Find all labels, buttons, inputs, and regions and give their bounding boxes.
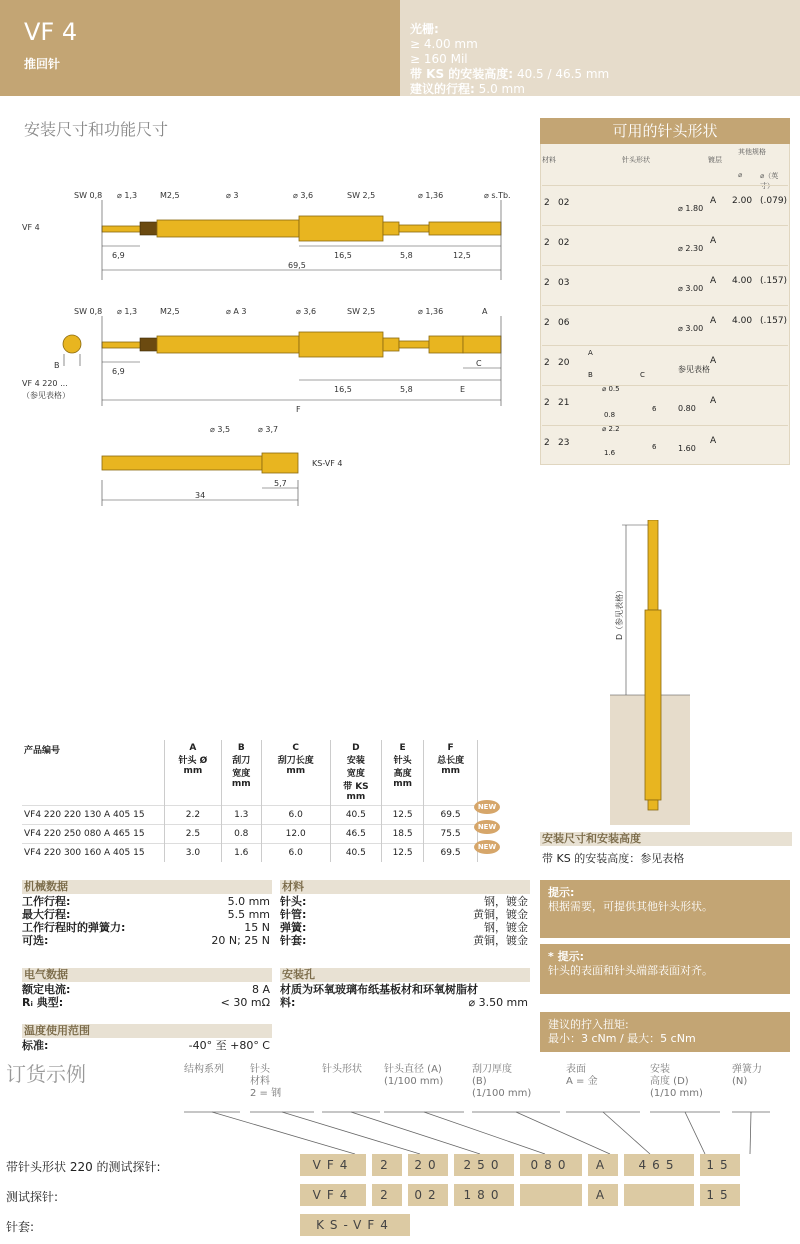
col-header-f: F 总长度 mm <box>424 740 478 806</box>
svg-text:⌀ 3,5: ⌀ 3,5 <box>210 425 231 434</box>
tip-row <box>542 425 788 466</box>
data-key: 针头: <box>280 895 307 908</box>
table-row <box>22 806 478 825</box>
table-cell: 40.5 <box>330 844 381 863</box>
svg-text:⌀ s.Tb.: ⌀ s.Tb. <box>484 191 511 200</box>
data-key: 针管: <box>280 908 307 921</box>
ordering-code-box: 2 <box>372 1184 402 1206</box>
table-cell: 40.5 <box>330 806 381 825</box>
tip-row <box>542 185 788 226</box>
tip-material: 2 <box>544 438 550 448</box>
ordering-label: 结构系列 <box>184 1064 224 1075</box>
table-cell: VF4 220 220 130 A 405 15 <box>22 806 165 825</box>
ordering-row-label: 测试探针: <box>6 1190 59 1204</box>
svg-text:M2,5: M2,5 <box>160 191 180 200</box>
spec-line: 建议的行程: 5.0 mm <box>410 82 525 96</box>
svg-text:KS-VF 4: KS-VF 4 <box>312 459 343 468</box>
data-value: 5.5 mm <box>227 908 270 921</box>
ordering-code-box: VF4 <box>300 1184 366 1206</box>
tip-shapes-title: 可用的针头形状 <box>540 118 790 144</box>
data-row <box>280 934 528 947</box>
data-row <box>22 996 270 1009</box>
svg-text:69,5: 69,5 <box>288 261 306 270</box>
data-key: 额定电流: <box>22 983 71 996</box>
table-cell: 1.3 <box>221 806 261 825</box>
tip-dim-label: 6 <box>652 405 657 413</box>
svg-text:5,8: 5,8 <box>400 385 413 394</box>
table-cell: 3.0 <box>165 844 222 863</box>
tip-plating: A <box>710 236 717 246</box>
table-cell: 0.8 <box>221 825 261 844</box>
tip-spec-mm: 2.00 <box>732 196 753 206</box>
install-height-text: 带 KS 的安装高度：参见表格 <box>542 852 685 865</box>
tip-plating: A <box>710 276 717 286</box>
new-badge: NEW <box>474 800 500 814</box>
tip-code: 03 <box>558 278 570 288</box>
tip-diameter: 0.80 <box>678 404 696 413</box>
spec-line: 光栅: <box>410 22 439 36</box>
svg-text:SW 0,8: SW 0,8 <box>74 307 103 316</box>
ordering-code-box: 080 <box>520 1154 582 1176</box>
col-header-a: A 针头 Ø mm <box>165 740 222 806</box>
table-cell: VF4 220 300 160 A 405 15 <box>22 844 165 863</box>
data-row <box>22 983 270 996</box>
svg-text:16,5: 16,5 <box>334 251 352 260</box>
tip-dim-label: ⌀ 2.2 <box>602 425 620 433</box>
tip-spec-inch: (.079) <box>760 196 788 206</box>
table-cell: 12.5 <box>382 806 424 825</box>
ordering-code-box: VF4 <box>300 1154 366 1176</box>
ordering-label: 针头 材料 2 = 钢 <box>250 1064 282 1099</box>
table-cell: 12.5 <box>382 844 424 863</box>
technical-drawings <box>0 140 530 520</box>
tip-code: 20 <box>558 358 570 368</box>
tip-diameter: 参见表格 <box>678 365 710 374</box>
new-badge: NEW <box>474 820 500 834</box>
data-key: 可选: <box>22 934 49 947</box>
svg-text:A: A <box>482 307 488 316</box>
data-value: 黄铜，镀金 <box>473 934 528 947</box>
torque-panel: 建议的拧入扭矩: 最小：3 cNm / 最大：5 cNm <box>540 1012 790 1052</box>
svg-text:5,7: 5,7 <box>274 479 287 488</box>
header-left-panel <box>0 0 400 96</box>
svg-text:⌀ 3: ⌀ 3 <box>226 191 239 200</box>
svg-text:⌀ 3,6: ⌀ 3,6 <box>296 307 317 316</box>
tip-row <box>542 385 788 426</box>
svg-text:SW 2,5: SW 2,5 <box>347 191 376 200</box>
spec-line: ≥ 160 Mil <box>410 52 468 66</box>
install-height-title: 安装尺寸和安装高度 <box>540 832 792 846</box>
svg-text:⌀ 1,36: ⌀ 1,36 <box>418 307 444 316</box>
svg-text:12,5: 12,5 <box>453 251 471 260</box>
tip-material: 2 <box>544 278 550 288</box>
mounting-hole-data: 材质为环氧玻璃布纸基板材和环氧树脂材 料: ⌀ 3.50 mm <box>280 983 528 1009</box>
svg-text:34: 34 <box>195 491 206 500</box>
table-cell: 6.0 <box>261 844 330 863</box>
tip-diameter: ⌀ 3.00 <box>678 324 704 333</box>
svg-text:⌀ 3,6: ⌀ 3,6 <box>293 191 314 200</box>
tip-dim-label: ⌀ 0.5 <box>602 385 620 393</box>
mounting-hole-title: 安装孔 <box>280 968 530 982</box>
ordering-code-box: A <box>588 1184 618 1206</box>
table-cell: 12.0 <box>261 825 330 844</box>
hint2-panel: * 提示: 针头的表面和针头端部表面对齐。 <box>540 944 790 994</box>
mechanical-data <box>22 895 270 947</box>
ordering-row-label: 针套: <box>6 1220 35 1234</box>
data-row <box>22 908 270 921</box>
svg-text:E: E <box>460 385 466 394</box>
col-header-d: D 安装 宽度 带 KS mm <box>330 740 381 806</box>
ordering-connector-lines <box>0 1108 800 1158</box>
table-cell: 69.5 <box>424 806 478 825</box>
ordering-code-box: KS-VF4 <box>300 1214 410 1236</box>
tip-spec-mm: 4.00 <box>732 316 753 326</box>
table-row <box>22 844 478 863</box>
data-value: 钢，镀金 <box>484 895 528 908</box>
data-key: 工作行程时的弹簧力: <box>22 921 126 934</box>
new-badge: NEW <box>474 840 500 854</box>
data-row <box>22 895 270 908</box>
tip-diameter: ⌀ 3.00 <box>678 284 704 293</box>
table-cell: 46.5 <box>330 825 381 844</box>
mechanical-title: 机械数据 <box>22 880 272 894</box>
drawing-ks-vf4 <box>102 425 342 506</box>
data-value: 黄铜，镀金 <box>473 908 528 921</box>
temperature-data: 标准: -40° 至 +80° C <box>22 1039 270 1052</box>
data-key: 工作行程: <box>22 895 71 908</box>
ordering-label: 针头形状 <box>322 1064 362 1075</box>
svg-text:SW 2,5: SW 2,5 <box>347 307 376 316</box>
header-specs <box>410 22 609 97</box>
svg-text:F: F <box>296 405 301 414</box>
svg-text:⌀ 3,7: ⌀ 3,7 <box>258 425 279 434</box>
ordering-label: 刮刀厚度 (B) (1/100 mm) <box>472 1064 532 1099</box>
svg-text:6,9: 6,9 <box>112 367 125 376</box>
svg-text:B: B <box>54 361 60 370</box>
data-row <box>280 908 528 921</box>
ordering-code-box: 15 <box>700 1154 740 1176</box>
tip-dim-label: C <box>640 371 645 379</box>
ordering-code-box: 465 <box>624 1154 694 1176</box>
ordering-code-box <box>624 1184 694 1206</box>
data-row <box>280 921 528 934</box>
tip-code: 02 <box>558 238 570 248</box>
ordering-code-box: 250 <box>454 1154 514 1176</box>
table-cell: 1.6 <box>221 844 261 863</box>
tip-spec-inch: (.157) <box>760 276 788 286</box>
table-cell: 2.5 <box>165 825 222 844</box>
svg-text:6,9: 6,9 <box>112 251 125 260</box>
ordering-code-box: 180 <box>454 1184 514 1206</box>
tip-material: 2 <box>544 198 550 208</box>
page-subtitle: 推回针 <box>24 57 61 71</box>
tip-diameter: 1.60 <box>678 444 696 453</box>
data-row <box>22 921 270 934</box>
tip-material: 2 <box>544 398 550 408</box>
tip-material: 2 <box>544 318 550 328</box>
tip-row <box>542 345 788 386</box>
electrical-data <box>22 983 270 1009</box>
data-key: 针套: <box>280 934 307 947</box>
svg-text:SW 0,8: SW 0,8 <box>74 191 103 200</box>
ordering-row-label: 带针头形状 220 的测试探针: <box>6 1160 161 1174</box>
hint-panel: 提示: 根据需要，可提供其他针头形状。 <box>540 880 790 938</box>
col-header-product: 产品编号 <box>22 740 165 806</box>
table-cell: 75.5 <box>424 825 478 844</box>
data-value: 5.0 mm <box>227 895 270 908</box>
tip-plating: A <box>710 356 717 366</box>
materials-data <box>280 895 528 947</box>
table-cell: 18.5 <box>382 825 424 844</box>
ordering-code-box: 20 <box>408 1154 448 1176</box>
data-key: Rᵢ 典型: <box>22 996 64 1009</box>
ordering-label: 表面 A = 金 <box>566 1064 598 1087</box>
tip-diameter: ⌀ 2.30 <box>678 244 704 253</box>
spec-line: ≥ 4.00 mm <box>410 37 478 51</box>
tip-material: 2 <box>544 238 550 248</box>
ordering-code-box: 02 <box>408 1184 448 1206</box>
temperature-title: 温度使用范围 <box>22 1024 272 1038</box>
ordering-code-box: 15 <box>700 1184 740 1206</box>
data-row <box>22 934 270 947</box>
ordering-code-box: A <box>588 1154 618 1176</box>
drawing-section-title: 安装尺寸和功能尺寸 <box>24 120 169 139</box>
svg-text:⌀ 1,3: ⌀ 1,3 <box>117 307 138 316</box>
data-value: 20 N; 25 N <box>211 934 270 947</box>
tip-plating: A <box>710 316 717 326</box>
data-key: 最大行程: <box>22 908 71 921</box>
tip-spec-mm: 4.00 <box>732 276 753 286</box>
electrical-title: 电气数据 <box>22 968 272 982</box>
ordering-label: 弹簧力 (N) <box>732 1064 762 1087</box>
svg-text:VF 4: VF 4 <box>22 223 40 232</box>
tip-code: 06 <box>558 318 570 328</box>
data-key: 弹簧: <box>280 921 307 934</box>
drawing-vf4 <box>22 191 511 280</box>
ordering-code-box: 2 <box>372 1154 402 1176</box>
materials-title: 材料 <box>280 880 530 894</box>
tip-plating: A <box>710 436 717 446</box>
svg-text:D（参见表格）: D（参见表格） <box>615 585 624 640</box>
tip-row <box>542 265 788 306</box>
tip-row <box>542 225 788 266</box>
data-value: < 30 mΩ <box>220 996 270 1009</box>
drawing-mounted-pin <box>600 520 700 830</box>
spec-line: 带 KS 的安装高度: 40.5 / 46.5 mm <box>410 67 610 81</box>
svg-text:C: C <box>476 359 482 368</box>
col-header-e: E 针头 高度 mm <box>382 740 424 806</box>
tip-code: 21 <box>558 398 570 408</box>
table-cell: 69.5 <box>424 844 478 863</box>
tip-row <box>542 305 788 346</box>
tip-code: 23 <box>558 438 570 448</box>
tip-dim-label: A <box>588 349 593 357</box>
svg-text:5,8: 5,8 <box>400 251 413 260</box>
svg-text:VF 4 220 ...: VF 4 220 ... <box>22 379 68 388</box>
tip-dim-label: B <box>588 371 593 379</box>
table-cell: 2.2 <box>165 806 222 825</box>
col-header-c: C 刮刀长度 mm <box>261 740 330 806</box>
ordering-code-box <box>520 1184 582 1206</box>
product-table <box>22 740 478 862</box>
tip-material: 2 <box>544 358 550 368</box>
data-value: 15 N <box>244 921 270 934</box>
svg-text:16,5: 16,5 <box>334 385 352 394</box>
table-cell: VF4 220 250 080 A 465 15 <box>22 825 165 844</box>
drawing-vf4-220 <box>22 307 501 414</box>
tip-spec-inch: (.157) <box>760 316 788 326</box>
tip-dim-label: 1.6 <box>604 449 616 457</box>
table-row <box>22 825 478 844</box>
svg-text:⌀ A 3: ⌀ A 3 <box>226 307 247 316</box>
tip-code: 02 <box>558 198 570 208</box>
col-header-b: B 刮刀 宽度 mm <box>221 740 261 806</box>
table-cell: 6.0 <box>261 806 330 825</box>
data-row <box>280 895 528 908</box>
ordering-title: 订货示例 <box>6 1062 86 1086</box>
svg-text:⌀ 1,3: ⌀ 1,3 <box>117 191 138 200</box>
tip-plating: A <box>710 396 717 406</box>
svg-text:M2,5: M2,5 <box>160 307 180 316</box>
tip-dim-label: 6 <box>652 443 657 451</box>
tip-plating: A <box>710 196 717 206</box>
svg-text:⌀ 1,36: ⌀ 1,36 <box>418 191 444 200</box>
ordering-label: 安装 高度 (D) (1/10 mm) <box>650 1064 703 1099</box>
tip-diameter: ⌀ 1.80 <box>678 204 704 213</box>
data-value: 8 A <box>251 983 270 996</box>
svg-text:（参见表格）: （参见表格） <box>22 391 70 400</box>
page-title: VF 4 <box>24 18 78 46</box>
data-value: 钢，镀金 <box>484 921 528 934</box>
ordering-label: 针头直径 (A) (1/100 mm) <box>384 1064 444 1087</box>
tip-dim-label: 0.8 <box>604 411 616 419</box>
